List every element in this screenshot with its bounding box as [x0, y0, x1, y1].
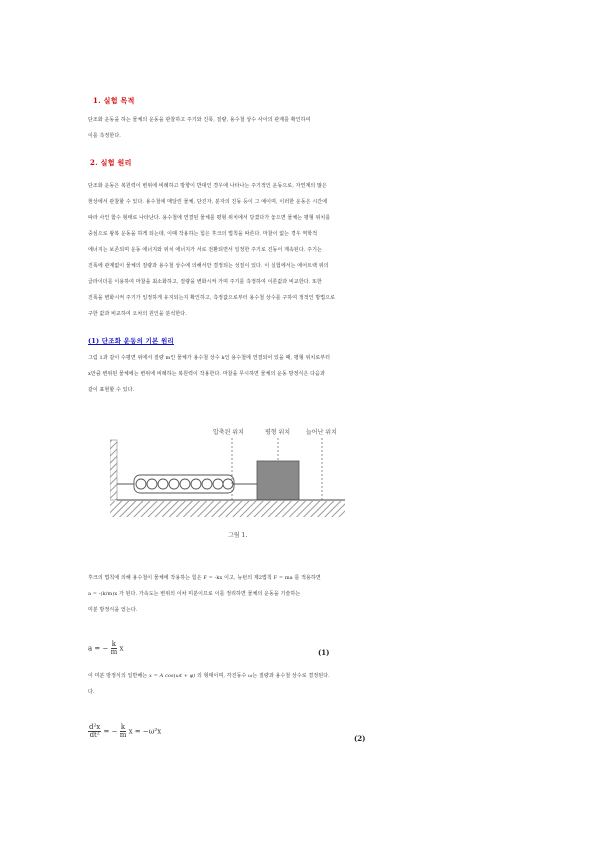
after-figure-paragraph — [88, 570, 508, 618]
section1-paragraph — [88, 112, 508, 144]
text-line: 중심으로 왕복 운동을 하게 되는데, 이때 작용하는 힘은 후크의 법칙을 따른다. 마찰이 없는 경우 역학적 — [88, 231, 318, 237]
text-line: 글라이더를 이용하여 마찰을 최소화하고, 질량을 변화시켜 가며 주기를 측정하여 이론값과 비교한다. 또한 — [88, 279, 322, 285]
text-line: a = -(k/m)x 가 된다. 가속도는 변위의 이차 미분이므로 이를 정리하면 물체의 운동을 기술하는 — [88, 591, 301, 597]
section1-title: 1. 실험 목적 — [93, 96, 135, 105]
text-line: 후크의 법칙에 의해 용수철이 물체에 작용하는 힘은 F = -kx 이고, 뉴턴의 제2법칙 F = ma 를 적용하면 — [88, 575, 321, 581]
equation-2-number: (2) — [354, 734, 366, 743]
equation-1-number: (1) — [318, 648, 330, 657]
fraction-k-over-m-2: $\frac{k}{m}$ — [119, 723, 127, 739]
text-line: 구한 값과 비교하여 오차의 원인을 분석한다. — [88, 311, 187, 317]
subsection-title: (1) 단조화 운동의 기본 원리 — [88, 337, 174, 345]
text-line: 단조화 운동은 복원력이 변위에 비례하고 방향이 반대인 경우에 나타나는 주기적인 운동으로, 자연계의 많은 — [88, 183, 327, 189]
text-line: 진폭에 관계없이 물체의 질량과 용수철 상수에 의해서만 결정되는 성질이 있다. 이 실험에서는 에어트랙 위의 — [88, 263, 329, 269]
mass-block — [257, 461, 299, 500]
middle-text-a: 이 미분 방정식의 일반해는 — [88, 673, 148, 679]
text-line: 단조화 운동을 하는 물체의 운동을 관찰하고 주기와 진폭, 질량, 용수철 상수 사이의 관계를 확인하여 — [88, 117, 311, 123]
text-line: 따라 사인 함수 형태로 나타난다. 용수철에 연결된 물체를 평형 위치에서 당겼다가 놓으면 물체는 평형 위치를 — [88, 215, 331, 221]
inline-equation: x = A cos(ωt + φ) — [149, 673, 196, 679]
text-line: 그림 1과 같이 수평면 위에서 질량 m인 물체가 용수철 상수 k인 용수철에 연결되어 있을 때, 평형 위치로부터 — [88, 355, 331, 361]
text-line: 미분 방정식을 얻는다. — [88, 607, 138, 613]
text-line: 진폭을 변화시켜 주기가 일정하게 유지되는지 확인하고, 측정값으로부터 용수철 상수를 구하여 정적인 방법으로 — [88, 295, 336, 301]
ground — [110, 501, 345, 517]
label-compressed: 압축된 위치 — [213, 429, 244, 436]
equation-1 — [88, 641, 123, 656]
wall — [110, 440, 117, 500]
text-line: 에너지는 보존되며 운동 에너지와 위치 에너지가 서로 전환되면서 일정한 주기로 진동이 계속된다. 주기는 — [88, 247, 322, 253]
text-line: 현상에서 관찰할 수 있다. 용수철에 매달린 물체, 단진자, 분자의 진동 등이 그 예이며, 이러한 운동은 시간에 — [88, 199, 328, 205]
text-line — [88, 668, 508, 684]
section2-title: 2. 실험 원리 — [90, 158, 132, 167]
spring — [117, 475, 257, 493]
label-stretched: 늘어난 위치 — [306, 429, 337, 436]
label-equilibrium: 평형 위치 — [265, 429, 291, 436]
equation-2 — [88, 724, 161, 739]
text-line: 이를 측정한다. — [88, 133, 121, 139]
figure-caption: 그림 1. — [228, 532, 248, 539]
middle-text-b: 의 형태이며, 각진동수 ω는 질량과 용수철 상수로 결정된다. — [197, 673, 330, 679]
section2-paragraph — [88, 178, 508, 322]
spring-mass-figure — [110, 420, 350, 520]
equation-2-tail: x = −ω²x — [128, 727, 162, 736]
middle-paragraph — [88, 668, 508, 700]
fraction-k-over-m: $\frac{k}{m}$ — [110, 640, 118, 656]
subsection-paragraph — [88, 350, 508, 398]
variable-x: x — [119, 644, 124, 653]
text-line: x만큼 변위된 물체에는 변위에 비례하는 복원력이 작용한다. 마찰을 무시하면 물체의 운동 방정식은 다음과 — [88, 371, 325, 377]
fraction-d2x-dt2: $\frac{\text{d²x}}{\text{dt²}}$ — [89, 723, 101, 739]
equation-1-lhs: a = − — [88, 644, 109, 653]
text-line: 같이 표현할 수 있다. — [88, 387, 135, 393]
text-line: 다. — [88, 689, 95, 695]
equation-2-mid: = − — [103, 727, 118, 736]
